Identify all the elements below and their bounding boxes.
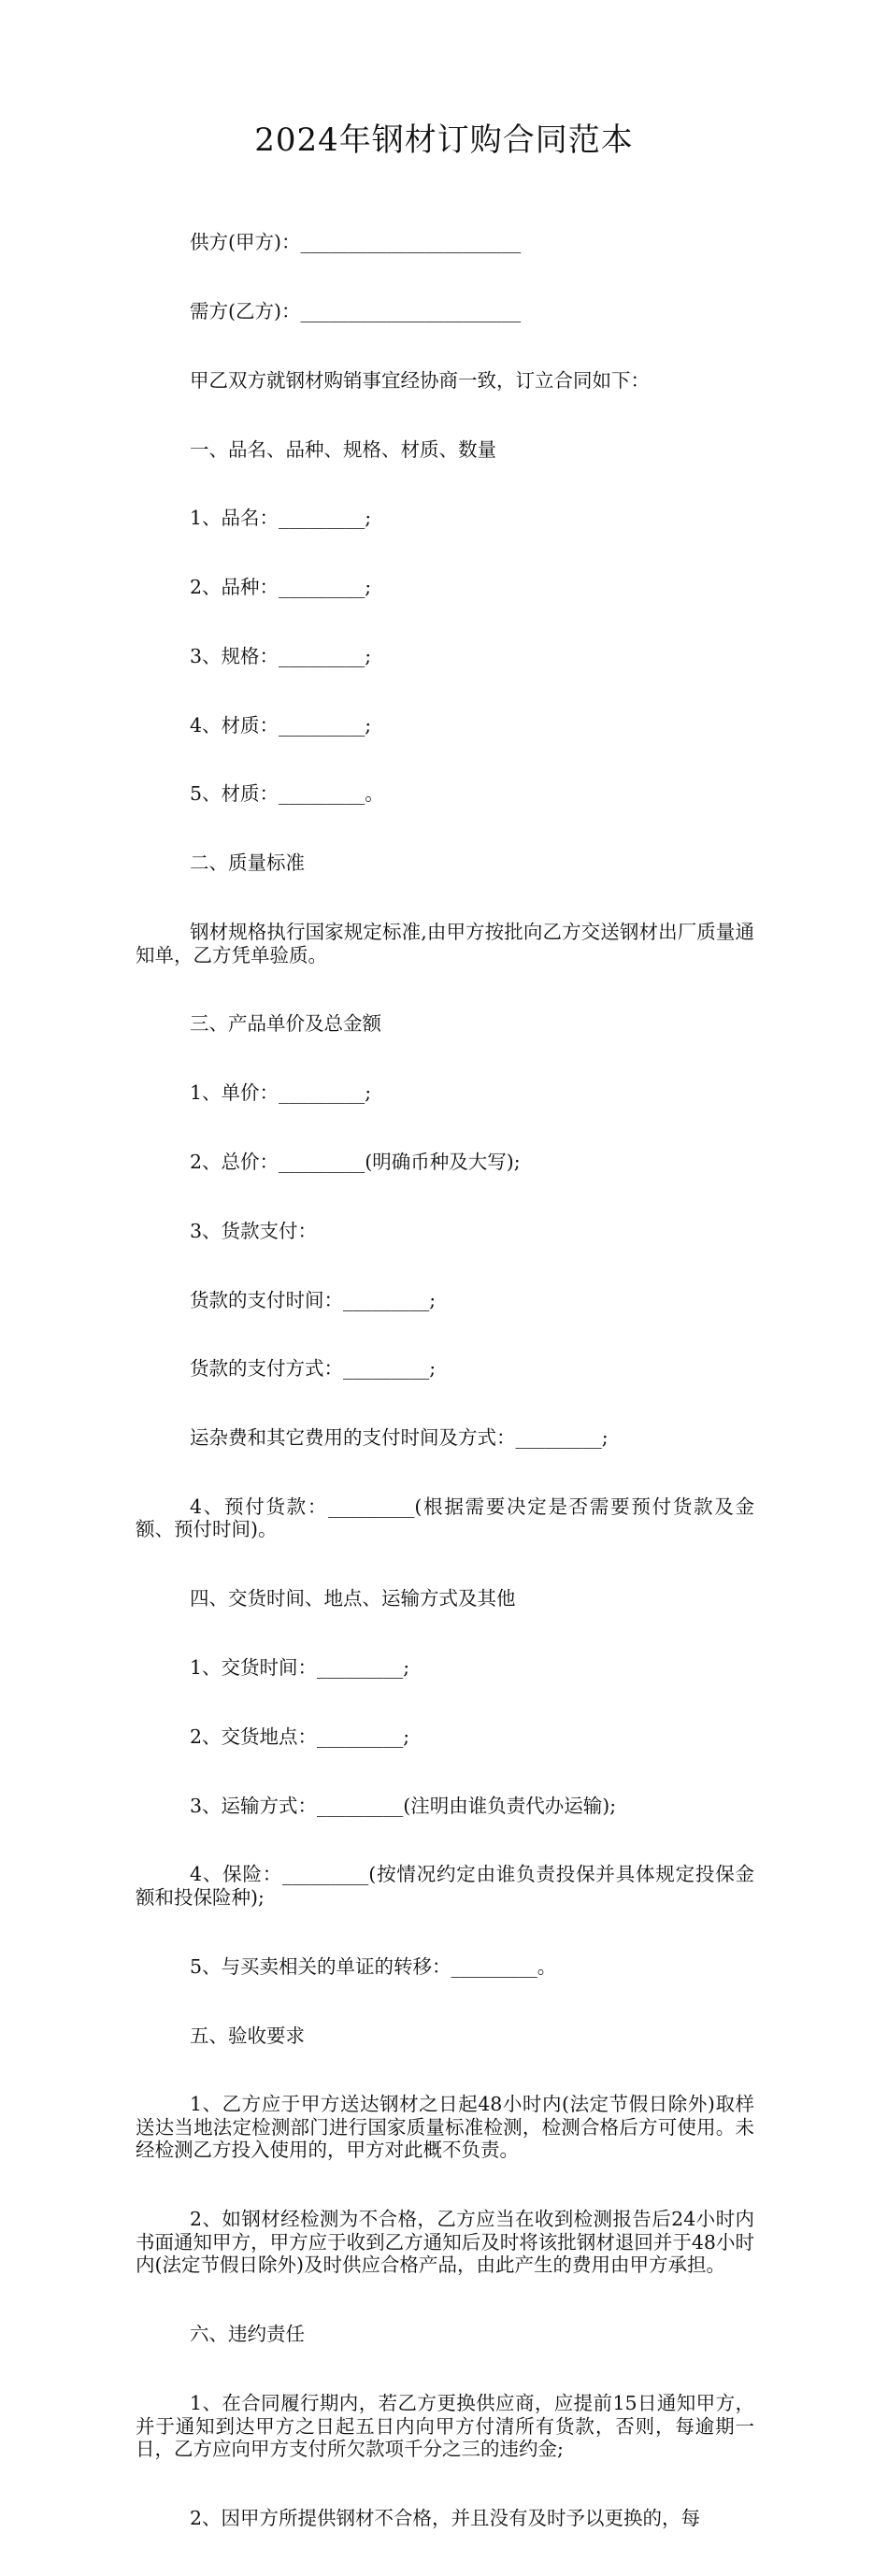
paragraph: 货款的支付时间：_________; — [190, 1288, 437, 1311]
paragraph: 4、保险：_________(按情况约定由谁负责投保并具体规定投保金额和投保险种); — [136, 1863, 754, 1909]
paragraph: 5、材质：_________。 — [190, 782, 384, 806]
section-heading: 四、交货时间、地点、运输方式及其他 — [190, 1587, 516, 1610]
section-heading: 三、产品单价及总金额 — [190, 1012, 381, 1036]
section-heading: 一、品名、品种、规格、材质、数量 — [190, 437, 496, 461]
paragraph: 3、运输方式：_________(注明由谁负责代办运输); — [190, 1794, 617, 1817]
paragraph: 2、品种：_________; — [190, 576, 372, 599]
paragraph: 4、材质：_________; — [190, 713, 372, 737]
paragraph: 运杂费和其它费用的支付时间及方式：_________; — [190, 1426, 609, 1450]
section-heading: 二、质量标准 — [190, 852, 305, 875]
paragraph: 2、交货地点：_________; — [190, 1724, 410, 1748]
paragraph: 2、如钢材经检测为不合格，乙方应当在收到检测报告后24小时内书面通知甲方，甲方应于收到乙方通知后及时将该批钢材退回并于48小时内(法定节假日除外)及时供应合格产品，由此产生的费用由甲方承担。 — [136, 2208, 754, 2277]
paragraph: 4、预付货款：_________(根据需要决定是否需要预付货款及金额、预付时间)。 — [136, 1495, 754, 1541]
document-title: 2024年钢材订购合同范本 — [254, 122, 634, 159]
paragraph: 1、乙方应于甲方送达钢材之日起48小时内(法定节假日除外)取样送达当地法定检测部门进行国家质量标准检测，检测合格后方可使用。未经检测乙方投入使用的，甲方对此概不负责。 — [136, 2093, 754, 2162]
document-body — [136, 185, 754, 2576]
paragraph: 1、在合同履行期内，若乙方更换供应商，应提前15日通知甲方，并于通知到达甲方之日起五日内向甲方付清所有货款，否则，每逾期一日，乙方应向甲方支付所欠款项千分之三的违约金; — [136, 2392, 754, 2461]
paragraph: 甲乙双方就钢材购销事宜经协商一致，订立合同如下： — [190, 368, 650, 392]
paragraph: 5、与买卖相关的单证的转移：_________。 — [190, 1954, 557, 1978]
paragraph: 1、单价：_________; — [190, 1081, 372, 1105]
paragraph: 需方(乙方)：_______________________ — [190, 299, 522, 322]
paragraph: 3、货款支付： — [190, 1219, 318, 1242]
paragraph: 供方(甲方)：_______________________ — [190, 231, 522, 254]
paragraph: 3、规格：_________; — [190, 644, 372, 667]
section-heading: 六、违约责任 — [190, 2323, 305, 2346]
section-heading: 五、验收要求 — [190, 2024, 305, 2047]
paragraph: 1、交货时间：_________; — [190, 1656, 410, 1679]
paragraph: 货款的支付方式：_________; — [190, 1357, 437, 1381]
paragraph: 钢材规格执行国家规定标准,由甲方按批向乙方交送钢材出厂质量通知单，乙方凭单验质。 — [136, 921, 754, 966]
paragraph: 2、总价：_________(明确币种及大写); — [190, 1150, 521, 1173]
paragraph: 2、因甲方所提供钢材不合格，并且没有及时予以更换的，每 — [190, 2506, 701, 2529]
paragraph: 1、品名：_________; — [190, 507, 372, 530]
